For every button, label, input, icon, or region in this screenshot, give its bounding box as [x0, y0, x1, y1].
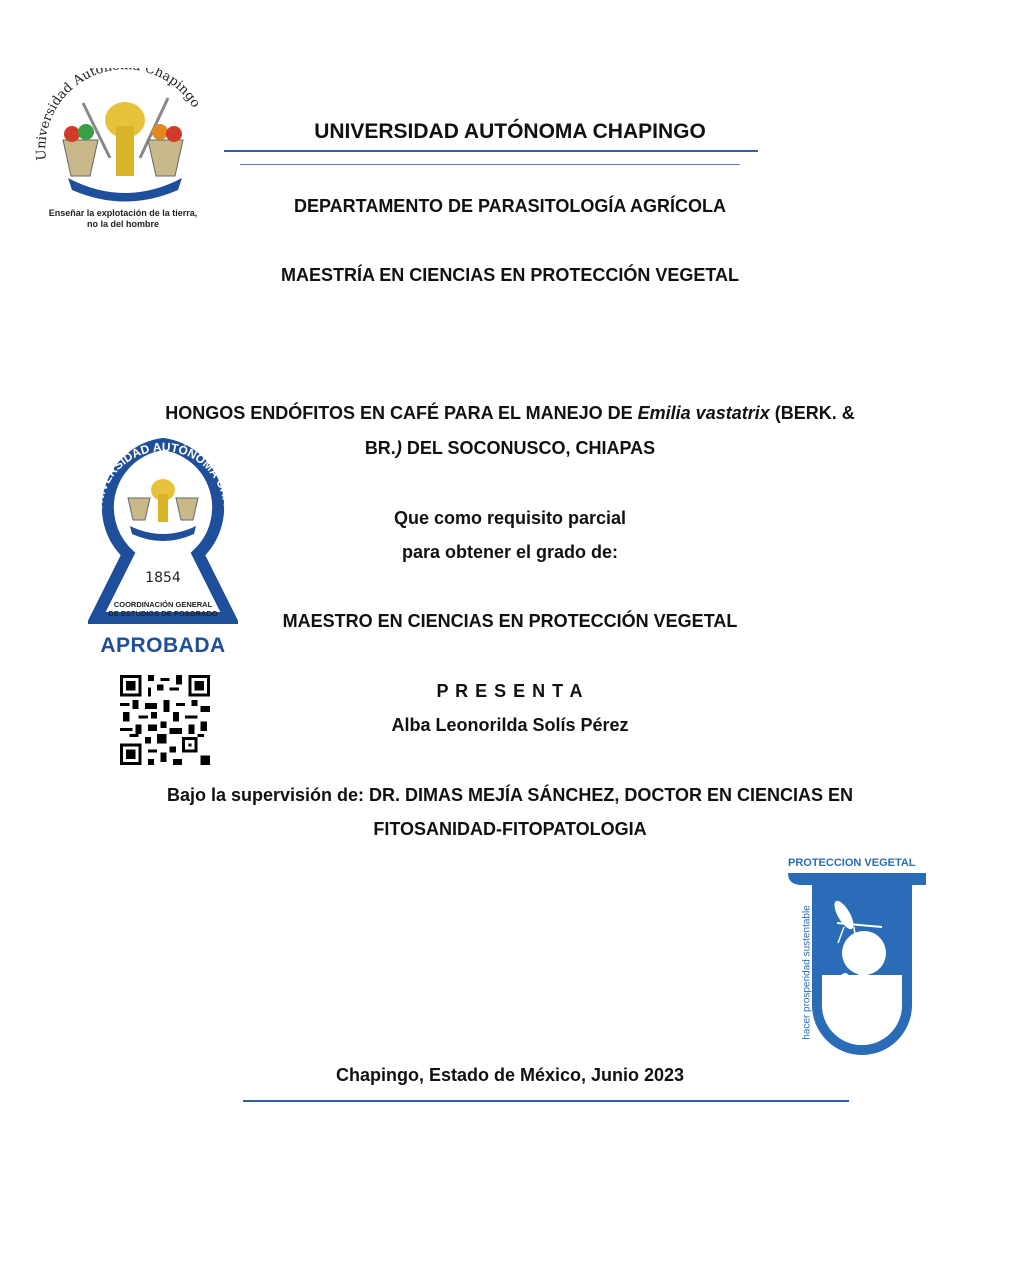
- thesis-title-rest: DEL SOCONUSCO, CHIAPAS: [401, 438, 656, 458]
- requirement-line2: para obtener el grado de:: [401, 542, 619, 562]
- stamp-coordination: [88, 600, 238, 618]
- stamp-arc-text: UNIVERSIDAD AUTÓNOMA CHAP: [90, 439, 236, 515]
- supervision-line1: Bajo la supervisión de: DR. DIMAS MEJÍA SÁNCHEZ, DOCTOR EN CIENCIAS EN: [166, 785, 854, 805]
- header-rule-2: [240, 164, 740, 165]
- presenta-label: P R E S E N T A: [436, 681, 584, 701]
- pv-logo: [782, 855, 932, 1060]
- stamp-year: 1854: [145, 570, 181, 586]
- footer-rule: [243, 1100, 849, 1102]
- uach-logo: [28, 68, 218, 233]
- stamp-coord-line1: COORDINACIÓN GENERAL: [113, 600, 213, 609]
- stamp-coord-line2: DE ESTUDIOS DE POSGRADO: [108, 609, 218, 618]
- uach-motto: [28, 208, 218, 230]
- department-title: DEPARTAMENTO DE PARASITOLOGÍA AGRÍCOLA: [293, 196, 726, 216]
- pv-top-text: PROTECCION VEGETAL: [788, 857, 916, 869]
- thesis-title-paren: ): [395, 438, 402, 458]
- qr-code-icon: [120, 675, 210, 765]
- university-title: UNIVERSIDAD AUTÓNOMA CHAPINGO: [314, 120, 706, 143]
- uach-motto-line1: Enseñar la explotación de la tierra,: [48, 208, 198, 218]
- thesis-title-part1: HONGOS ENDÓFITOS EN CAFÉ PARA EL MANEJO DE: [165, 403, 638, 423]
- footer-place-date: Chapingo, Estado de México, Junio 2023: [335, 1065, 685, 1085]
- requirement-line1: Que como requisito parcial: [393, 508, 627, 528]
- program-title: MAESTRÍA EN CIENCIAS EN PROTECCIÓN VEGETAL: [280, 265, 740, 285]
- uach-motto-line2: no la del hombre: [86, 219, 159, 229]
- thesis-title-species: Emilia vastatrix: [637, 403, 770, 423]
- thesis-title-part2: (BERK. &: [769, 403, 855, 423]
- presenter-name: Alba Leonorilda Solís Pérez: [391, 715, 629, 735]
- supervision-line2: FITOSANIDAD-FITOPATOLOGIA: [373, 819, 647, 839]
- stamp-status: APROBADA: [100, 634, 226, 657]
- header-rule-1: [224, 150, 758, 152]
- thesis-title-line1: [90, 403, 930, 424]
- degree-title: MAESTRO EN CIENCIAS EN PROTECCIÓN VEGETAL: [282, 611, 738, 631]
- pv-side-text: hacer prosperidad sustentable: [801, 905, 813, 1040]
- thesis-title-br: BR.: [364, 438, 396, 458]
- uach-arc-text: Universidad Autó Chapingo: [34, 68, 203, 161]
- approval-stamp: [88, 432, 238, 662]
- uach-emblem-icon: [28, 68, 218, 203]
